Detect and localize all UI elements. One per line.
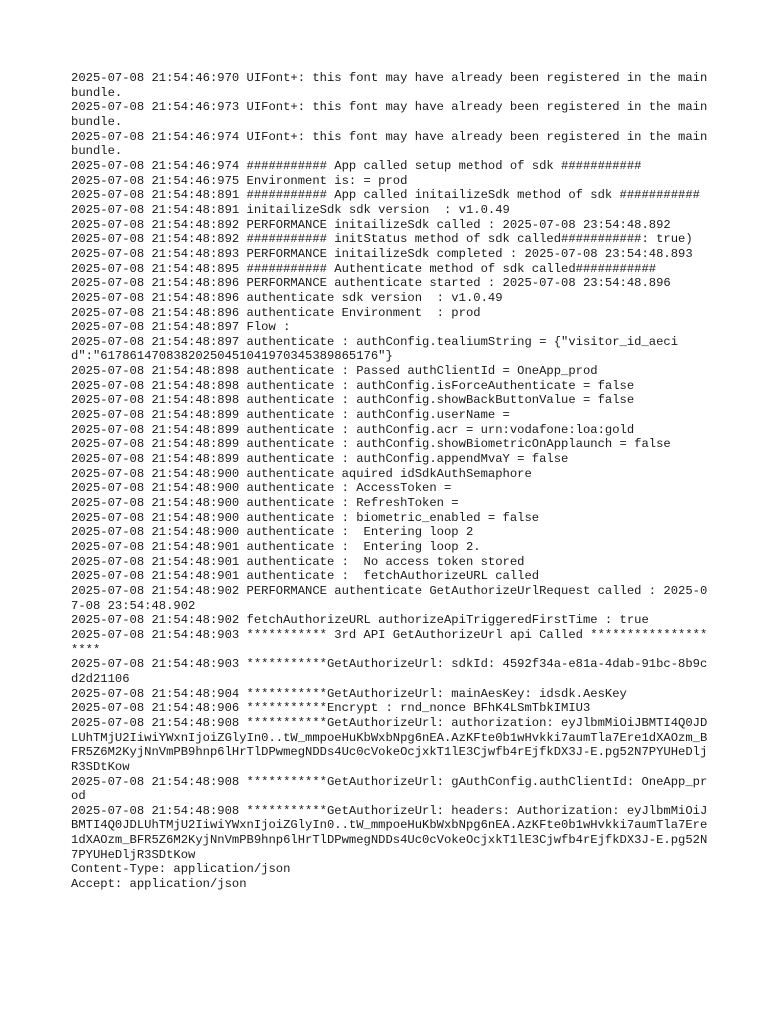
- log-line: 2025-07-08 21:54:48:899 authenticate : authConfig.userName =: [71, 408, 510, 423]
- log-line: 2025-07-08 21:54:48:901 authenticate : fetchAuthorizeURL called: [71, 569, 540, 584]
- log-line: 2025-07-08 21:54:48:901 authenticate : No access token stored: [71, 554, 525, 569]
- log-line: 2025-07-08 21:54:48:899 authenticate : authConfig.showBiometricOnApplaunch = false: [71, 437, 671, 452]
- log-line: 2025-07-08 21:54:48:893 PERFORMANCE initailizeSdk completed : 2025-07-08 23:54:48.893: [71, 246, 693, 261]
- log-line: 2025-07-08 21:54:48:900 authenticate : RefreshToken =: [71, 496, 459, 511]
- log-line: 2025-07-08 21:54:48:900 authenticate : biometric_enabled = false: [71, 510, 540, 525]
- log-line: 2025-07-08 21:54:48:892 PERFORMANCE initailizeSdk called : 2025-07-08 23:54:48.892: [71, 217, 671, 232]
- log-output: [71, 71, 715, 892]
- log-line: 2025-07-08 21:54:46:975 Environment is: = prod: [71, 173, 408, 188]
- log-line: 2025-07-08 21:54:46:974 ########### App called setup method of sdk ###########: [71, 158, 642, 173]
- log-line: 2025-07-08 21:54:48:898 authenticate : authConfig.isForceAuthenticate = false: [71, 378, 635, 393]
- log-line: 2025-07-08 21:54:48:898 authenticate : authConfig.showBackButtonValue = false: [71, 393, 635, 408]
- log-line: 2025-07-08 21:54:48:903 *********** 3rd API GetAuthorizeUrl api Called ********************: [71, 627, 708, 657]
- log-line: 2025-07-08 21:54:48:891 ########### App called initailizeSdk method of sdk ###########: [71, 188, 700, 203]
- log-line: 2025-07-08 21:54:48:899 authenticate : authConfig.appendMvaY = false: [71, 452, 569, 467]
- log-line: 2025-07-08 21:54:48:908 ***********GetAuthorizeUrl: authorization: eyJlbmMiOiJBMTI4Q0JDLUhTMjU2IiwiYWxnIjoiZGlyIn0..tW_mmpoeHuKbWxbNpg6nEA.AzKFte0b1wHvkki7aumTla7Ere1dXAOzm_BFR5Z6M2KyjNnVmPB9hnp6lHrTlDPwmegNDDs4Uc0cVokeOcjxkT1lE3Cjwfb4rEjfkDX3J-E.pg52N7PYUHeDljR3SDtKow: [71, 715, 708, 774]
- log-line: 2025-07-08 21:54:48:901 authenticate : Entering loop 2.: [71, 540, 481, 554]
- log-line: 2025-07-08 21:54:48:898 authenticate : Passed authClientId = OneApp_prod: [71, 364, 598, 379]
- log-line: 2025-07-08 21:54:46:970 UIFont+: this font may have already been registered in the main bundle.: [71, 71, 715, 100]
- log-line: 2025-07-08 21:54:48:896 PERFORMANCE authenticate started : 2025-07-08 23:54:48.896: [71, 276, 671, 291]
- log-line: 2025-07-08 21:54:48:906 ***********Encrypt : rnd_nonce BFhK4LSmTbkIMIU3: [71, 701, 591, 716]
- log-line: 2025-07-08 21:54:48:900 authenticate : Entering loop 2: [71, 525, 474, 540]
- log-line: 2025-07-08 21:54:48:903 ***********GetAuthorizeUrl: sdkId: 4592f34a-e81a-4dab-91bc-8b9cd2d21106: [71, 657, 708, 686]
- log-line: 2025-07-08 21:54:48:908 ***********GetAuthorizeUrl: headers: Authorization: eyJlbmMiOiJBMTI4Q0JDLUhTMjU2IiwiYWxnIjoiZGlyIn0..tW_mmpoeHuKbWxbNpg6nEA.AzKFte0b1wHvkki7aumTla7Ere1dXAOzm_BFR5Z6M2KyjNnVmPB9hnp6lHrTlDPwmegNDDs4Uc0cVokeOcjxkT1lE3Cjwfb4rEjfkDX3J-E.pg52N7PYUHeDljR3SDtKow: [71, 803, 708, 862]
- log-line: 2025-07-08 21:54:48:896 authenticate sdk version : v1.0.49: [71, 290, 503, 305]
- log-line: Content-Type: application/json: [71, 862, 291, 877]
- log-line: 2025-07-08 21:54:48:897 Flow :: [71, 320, 291, 335]
- log-line: 2025-07-08 21:54:48:897 authenticate : authConfig.tealiumString = {"visitor_id_aecid":"61786147083820250451041970345389865176"}: [71, 334, 679, 364]
- log-line: 2025-07-08 21:54:48:902 PERFORMANCE authenticate GetAuthorizeUrlRequest called : 2025-07-08 23:54:48.902: [71, 583, 708, 613]
- log-line: Accept: application/json: [71, 877, 247, 892]
- log-line: 2025-07-08 21:54:48:896 authenticate Environment : prod: [71, 305, 481, 320]
- document-page: [71, 71, 715, 892]
- log-line: 2025-07-08 21:54:48:895 ########### Authenticate method of sdk called###########: [71, 261, 657, 276]
- log-line: 2025-07-08 21:54:48:908 ***********GetAuthorizeUrl: gAuthConfig.authClientId: OneApp_prod: [71, 774, 708, 804]
- log-line: 2025-07-08 21:54:48:902 fetchAuthorizeURL authorizeApiTriggeredFirstTime : true: [71, 613, 649, 628]
- log-line: 2025-07-08 21:54:48:899 authenticate : authConfig.acr = urn:vodafone:loa:gold: [71, 422, 635, 437]
- log-line: 2025-07-08 21:54:48:900 authenticate : AccessToken =: [71, 481, 452, 496]
- log-line: 2025-07-08 21:54:48:891 initailizeSdk sdk version : v1.0.49: [71, 202, 510, 217]
- log-line: 2025-07-08 21:54:48:904 ***********GetAuthorizeUrl: mainAesKey: idsdk.AesKey: [71, 686, 627, 701]
- log-line: 2025-07-08 21:54:48:900 authenticate aquired idSdkAuthSemaphore: [71, 466, 532, 481]
- log-line: 2025-07-08 21:54:46:974 UIFont+: this font may have already been registered in the main bundle.: [71, 129, 715, 159]
- log-line: 2025-07-08 21:54:46:973 UIFont+: this font may have already been registered in the main bundle.: [71, 100, 715, 129]
- log-line: 2025-07-08 21:54:48:892 ########### initStatus method of sdk called###########: true): [71, 232, 693, 247]
